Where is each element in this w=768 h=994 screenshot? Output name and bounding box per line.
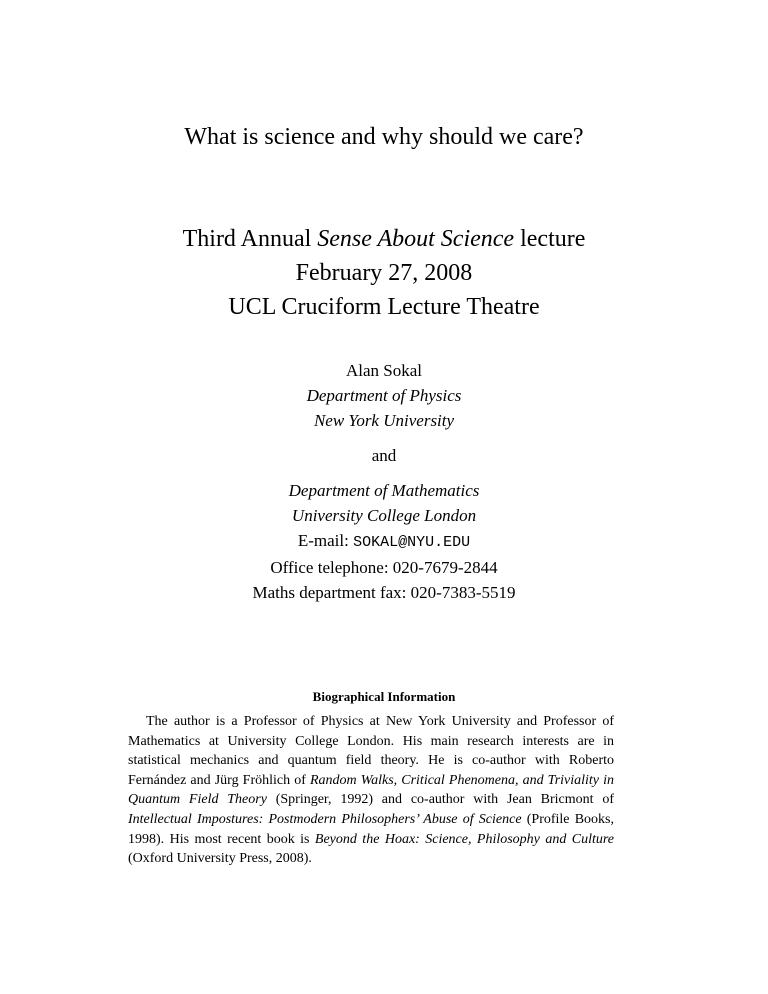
fax-number: 020-7383-5519 [410, 583, 516, 602]
phone-line [0, 555, 768, 580]
author-department-2: Department of Mathematics [288, 481, 480, 500]
lecture-info [0, 222, 768, 324]
lecture-suffix: lecture [520, 226, 586, 252]
author-institution-2: University College London [291, 506, 477, 525]
email-line [0, 528, 768, 555]
bio-text-3: (Profile Books, 1998). His most recent book is [128, 811, 614, 847]
lecture-date: February 27, 2008 [295, 260, 473, 286]
lecture-venue: UCL Cruciform Lecture Theatre [228, 294, 540, 320]
author-department-1: Department of Physics [306, 386, 462, 405]
bio-heading: Biographical Information [312, 689, 456, 704]
bio-text-2: (Springer, 1992) and co-author with Jean Bricmont of [266, 792, 614, 808]
email-label: E-mail: [297, 531, 349, 550]
lecture-prefix: Third Annual [182, 226, 312, 252]
bio-book-1: Random Walks, Critical Phenomena, and Triviality in Quantum Field Theory [128, 772, 615, 808]
author-name: Alan Sokal [345, 361, 423, 380]
fax-label: Maths department fax: [252, 583, 407, 602]
bio-paragraph [128, 712, 614, 869]
document-title: What is science and why should we care? [184, 124, 584, 150]
email-address[interactable]: SOKAL@NYU.EDU [353, 534, 471, 551]
contact-block [0, 528, 768, 605]
author-block [0, 358, 768, 528]
lecture-series-line [0, 222, 768, 256]
affiliation-conjunction: and [371, 446, 397, 465]
phone-label: Office telephone: [270, 558, 389, 577]
lecture-series-name: Sense About Science [317, 226, 515, 252]
bio-text-4: (Oxford University Press, 2008). [128, 851, 312, 867]
phone-number: 020-7679-2844 [392, 558, 498, 577]
author-institution-1: New York University [313, 411, 455, 430]
bio-book-2: Intellectual Impostures: Postmodern Philosophers’ Abuse of Science [128, 811, 522, 827]
bio-book-3: Beyond the Hoax: Science, Philosophy and Culture [314, 831, 614, 847]
fax-line [0, 580, 768, 605]
bio-text-1: The author is a Professor of Physics at New York University and Professor of Mathematics at University College London. His main research interests are in statistical mechanics and quantum field theory. He is co-author with Roberto Fernández and Jürg Fröhlich of [128, 714, 614, 788]
